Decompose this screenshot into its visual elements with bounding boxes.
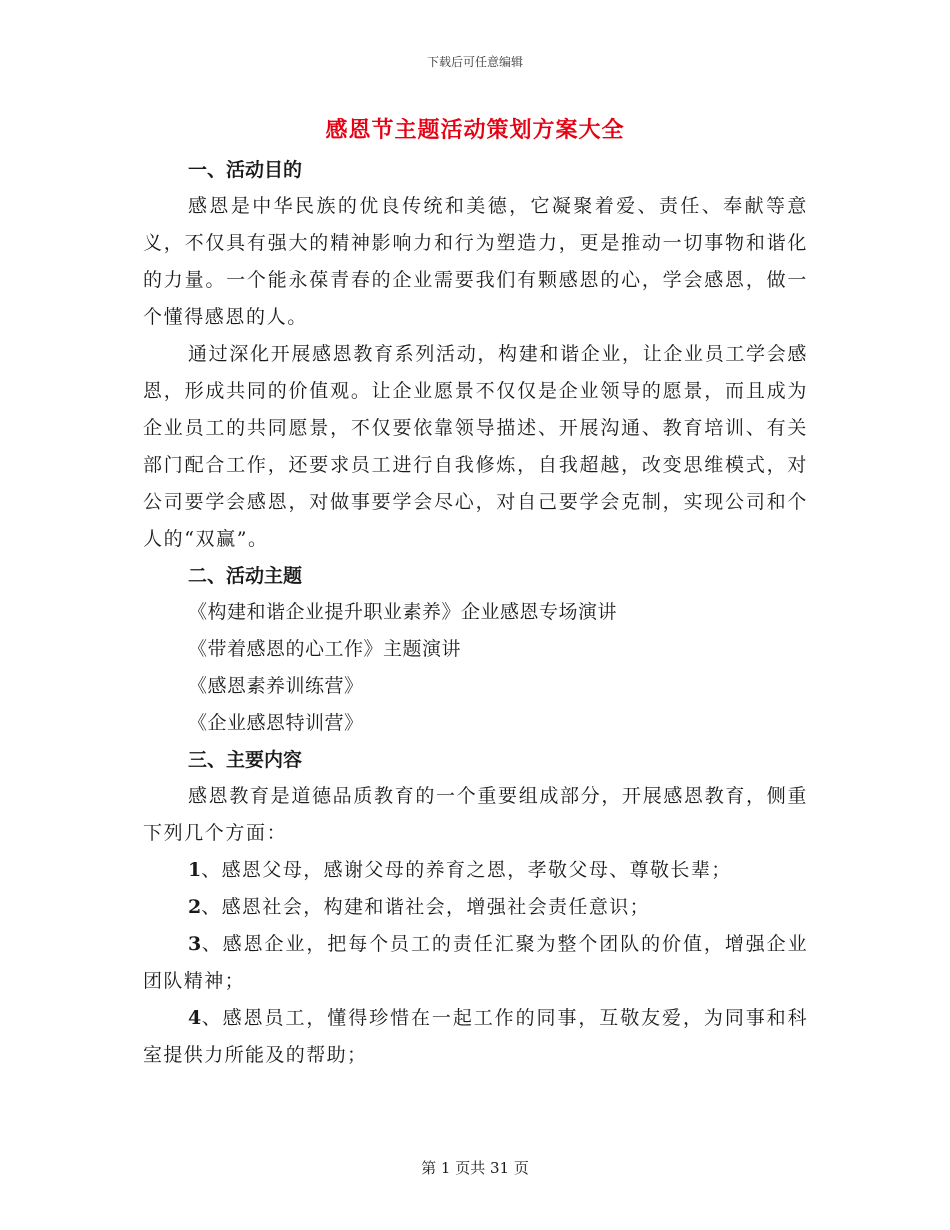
point-text: 、感恩企业，把每个员工的责任汇聚为整个团队的价值，增强企业团队精神； xyxy=(143,933,808,992)
document-body xyxy=(143,152,808,1074)
point-text: 、感恩员工，懂得珍惜在一起工作的同事，互敬友爱，为同事和科室提供力所能及的帮助； xyxy=(143,1007,808,1066)
theme-item: 《带着感恩的心工作》主题演讲 xyxy=(188,638,462,660)
page-footer: 第 1 页共 31 页 xyxy=(421,1159,529,1177)
point-number: 3 xyxy=(188,933,202,955)
content-point xyxy=(143,852,808,889)
section-heading-theme: 二、活动主题 xyxy=(188,565,303,587)
theme-item: 《企业感恩特训营》 xyxy=(188,712,364,734)
section-heading-content: 三、主要内容 xyxy=(188,749,303,771)
point-number: 1 xyxy=(188,859,202,881)
paragraph-purpose-2: 通过深化开展感恩教育系列活动，构建和谐企业，让企业员工学会感恩，形成共同的价值观。让企业愿景不仅仅是企业领导的愿景，而且成为企业员工的共同愿景，不仅要依靠领导描述、开展沟通、教育培训、有关部门配合工作，还要求员工进行自我修炼，自我超越，改变思维模式，对公司要学会感恩，对做事要学会尽心，对自己要学会克制，实现公司和个人的“双赢”。 xyxy=(143,343,808,550)
point-text: 、感恩父母，感谢父母的养育之恩，孝敬父母、尊敬长辈； xyxy=(201,859,732,881)
content-point xyxy=(143,926,808,1000)
paragraph-content-intro: 感恩教育是道德品质教育的一个重要组成部分，开展感恩教育，侧重下列几个方面： xyxy=(143,785,808,844)
point-number: 2 xyxy=(188,896,202,918)
content-point xyxy=(143,889,808,926)
content-point xyxy=(143,1000,808,1074)
theme-item: 《构建和谐企业提升职业素养》企业感恩专场演讲 xyxy=(188,601,618,623)
paragraph-purpose-1: 感恩是中华民族的优良传统和美德，它凝聚着爱、责任、奉献等意义，不仅具有强大的精神影响力和行为塑造力，更是推动一切事物和谐化的力量。一个能永葆青春的企业需要我们有颗感恩的心，学会感恩，做一个懂得感恩的人。 xyxy=(143,195,808,328)
document-title: 感恩节主题活动策划方案大全 xyxy=(325,117,625,143)
header-note: 下载后可任意编辑 xyxy=(426,55,523,69)
theme-item: 《感恩素养训练营》 xyxy=(188,675,364,697)
point-number: 4 xyxy=(188,1007,202,1029)
section-heading-purpose: 一、活动目的 xyxy=(188,159,303,181)
point-text: 、感恩社会，构建和谐社会，增强社会责任意识； xyxy=(201,896,651,918)
